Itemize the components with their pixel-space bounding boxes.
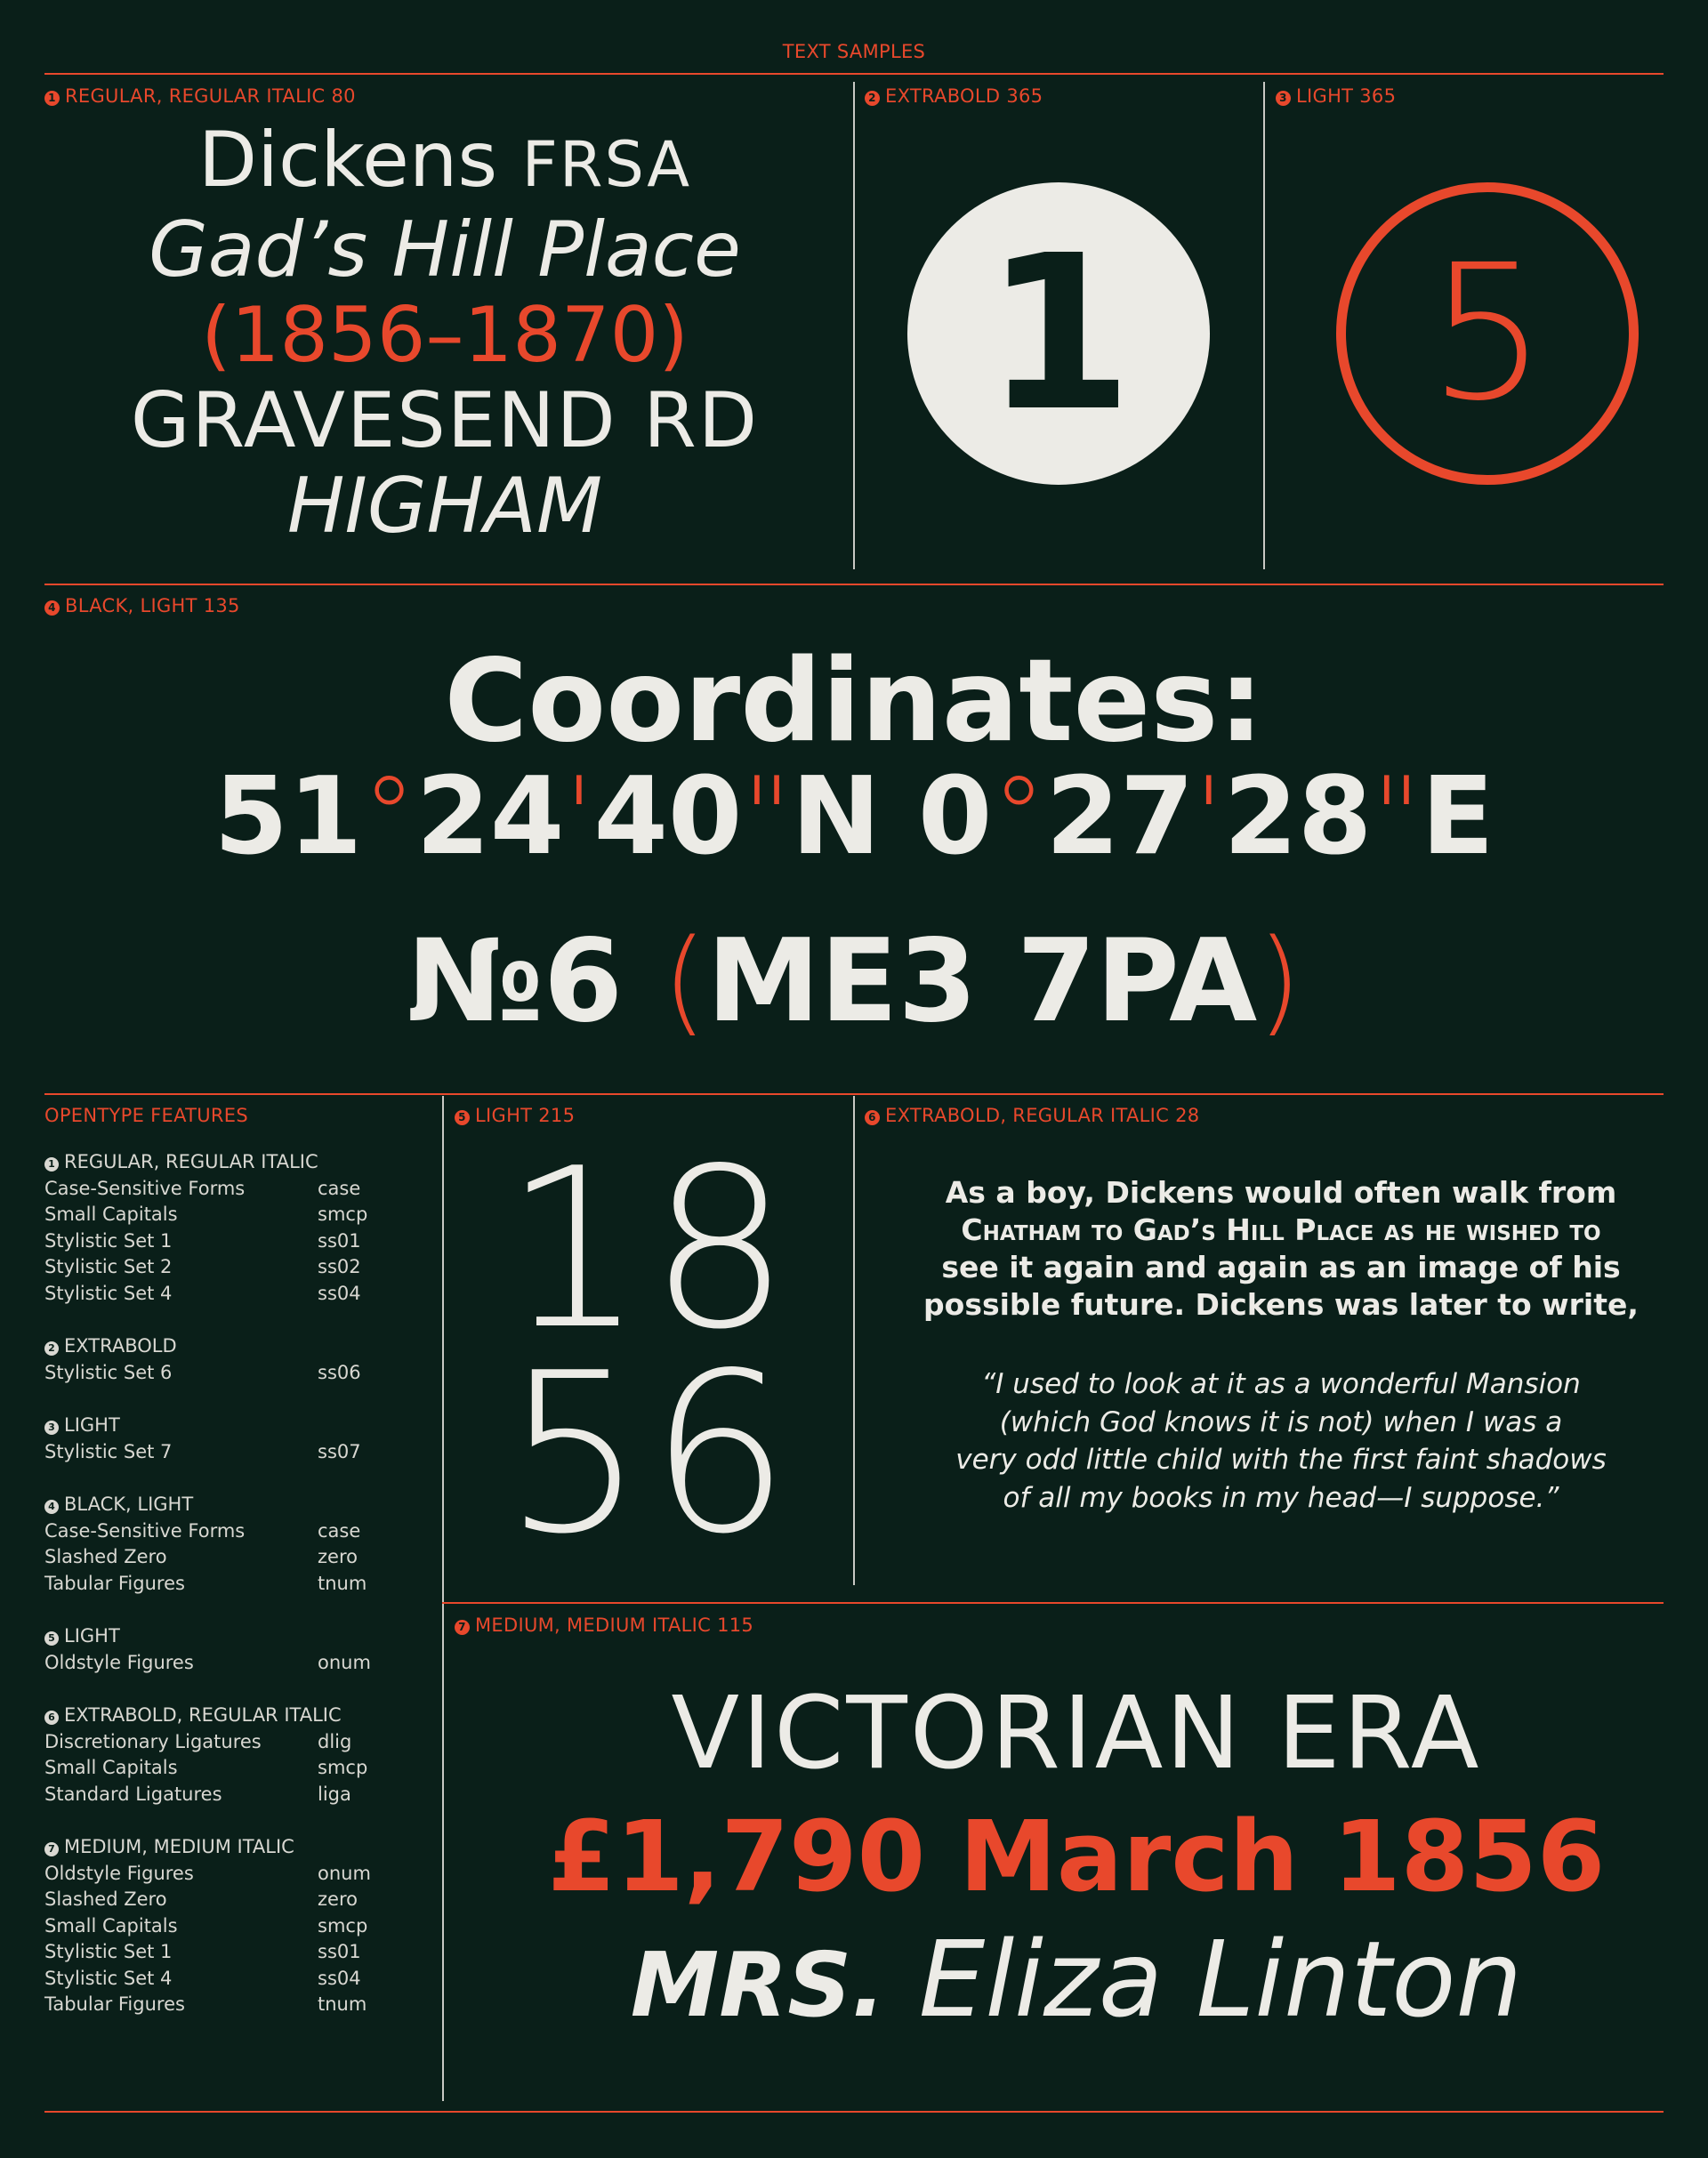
- column-divider: [853, 82, 855, 569]
- feature-tag: case: [318, 1519, 361, 1542]
- section-number: 1: [44, 91, 60, 106]
- section-number: 4: [44, 600, 60, 616]
- section-label-text: LIGHT 365: [1296, 85, 1397, 107]
- feature-name: Stylistic Set 7: [44, 1440, 173, 1462]
- lon-minutes: 27: [1045, 755, 1195, 879]
- feature-row: [44, 1544, 383, 1571]
- open-paren: (: [662, 915, 707, 1048]
- feature-name: Stylistic Set 6: [44, 1361, 173, 1383]
- feature-name: Small Capitals: [44, 1914, 178, 1937]
- feature-tag: onum: [318, 1651, 371, 1673]
- postcode-line: [0, 915, 1708, 1048]
- paragraph-line: As a boy, Dickens would often walk from: [945, 1175, 1617, 1210]
- feature-name: Tabular Figures: [44, 1993, 185, 2015]
- feature-row: [44, 1992, 383, 2018]
- minute-symbol: ': [564, 755, 594, 879]
- feature-row: [44, 1913, 383, 1940]
- feature-group: [44, 1492, 383, 1597]
- quote-line: “I used to look at it as a wonderful Mansion: [981, 1368, 1581, 1400]
- sample-line: Gad’s Hill Place: [149, 205, 741, 294]
- group-number: 7: [44, 1842, 59, 1856]
- feature-name: Slashed Zero: [44, 1546, 167, 1567]
- lat-direction: N: [791, 755, 882, 879]
- feature-tag: ss06: [318, 1361, 361, 1383]
- degree-symbol: °: [992, 755, 1046, 879]
- feature-tag: tnum: [318, 1572, 367, 1594]
- feature-row: [44, 1755, 383, 1782]
- feature-tag: ss04: [318, 1967, 361, 1989]
- feature-group: [44, 1834, 383, 2018]
- postcode: ME3 7PA: [706, 915, 1258, 1048]
- feature-name: Case-Sensitive Forms: [44, 1519, 246, 1542]
- section-label-text: EXTRABOLD 365: [885, 85, 1043, 107]
- dickens-paragraph: [854, 1174, 1708, 1324]
- feature-row: [44, 1650, 383, 1677]
- feature-row: [44, 1782, 383, 1808]
- feature-tag: liga: [318, 1783, 351, 1805]
- feature-tag: ss04: [318, 1282, 361, 1304]
- feature-tag: smcp: [318, 1204, 368, 1225]
- paragraph-line: see it again and again as an image of his: [941, 1250, 1621, 1284]
- sample-line: [44, 117, 845, 207]
- column-divider: [442, 1096, 444, 2101]
- figures-line: 18: [504, 1122, 795, 1378]
- feature-group: [44, 1413, 383, 1465]
- feature-row: [44, 1202, 383, 1228]
- feature-tag: case: [318, 1177, 361, 1199]
- lat-degrees: 51: [214, 755, 363, 879]
- feature-tag: ss02: [318, 1256, 361, 1277]
- group-number: 6: [44, 1711, 59, 1725]
- section-label-text: LIGHT 215: [475, 1105, 576, 1126]
- section-6-label: [865, 1105, 1199, 1126]
- group-name: EXTRABOLD, REGULAR ITALIC: [64, 1704, 342, 1726]
- second-symbol: ": [1372, 755, 1422, 879]
- feature-row: [44, 1887, 383, 1913]
- feature-name: Stylistic Set 4: [44, 1282, 173, 1304]
- feature-name: Stylistic Set 1: [44, 1941, 173, 1962]
- feature-group: [44, 1703, 383, 1808]
- paragraph-line: Chatham to Gad’s Hill Place as he wished to: [961, 1212, 1601, 1247]
- house-number: 6: [543, 915, 623, 1048]
- feature-row: [44, 1254, 383, 1281]
- lon-seconds: 28: [1223, 755, 1373, 879]
- group-name: LIGHT: [64, 1414, 120, 1436]
- figures-line: 56: [504, 1326, 795, 1582]
- feature-row: [44, 1360, 383, 1387]
- opentype-title: OPENTYPE FEATURES: [44, 1105, 249, 1126]
- section-2-label: [865, 85, 1043, 107]
- group-name: EXTRABOLD: [64, 1335, 177, 1357]
- section-label-text: EXTRABOLD, REGULAR ITALIC 28: [885, 1105, 1200, 1126]
- feature-row: [44, 1861, 383, 1888]
- extrabold-one-glyph: 1: [907, 182, 1210, 485]
- feature-name: Tabular Figures: [44, 1572, 185, 1594]
- group-number: 3: [44, 1421, 59, 1435]
- lon-degrees: 0: [917, 755, 993, 879]
- quote-line: very odd little child with the first faint shadows: [955, 1444, 1607, 1476]
- feature-name: Stylistic Set 1: [44, 1229, 173, 1252]
- feature-tag: zero: [318, 1888, 358, 1910]
- feature-row: [44, 1176, 383, 1203]
- group-name: MEDIUM, MEDIUM ITALIC: [64, 1836, 294, 1857]
- feature-name: Small Capitals: [44, 1757, 178, 1778]
- opentype-list: [44, 1149, 383, 2018]
- feature-row: [44, 1518, 383, 1545]
- section-7-label: [455, 1614, 753, 1636]
- feature-group-heading: [44, 1413, 383, 1439]
- dickens-text: Dickens: [197, 116, 498, 205]
- feature-row: [44, 1571, 383, 1598]
- section-number: 7: [455, 1620, 470, 1635]
- divider: [44, 584, 1664, 585]
- feature-name: Discretionary Ligatures: [44, 1730, 262, 1752]
- feature-tag: ss01: [318, 1941, 361, 1962]
- column-divider: [1263, 82, 1265, 569]
- sample-line: HIGHAM: [286, 462, 603, 551]
- feature-tag: onum: [318, 1862, 371, 1884]
- coordinates-values: [0, 755, 1708, 879]
- light-figures: [471, 1122, 827, 1582]
- divider: [442, 1602, 1664, 1604]
- feature-tag: smcp: [318, 1757, 368, 1778]
- divider: [44, 1093, 1664, 1095]
- second-symbol: ": [742, 755, 792, 879]
- quote-line: of all my books in my head—I suppose.”: [1003, 1481, 1559, 1514]
- lat-seconds: 40: [593, 755, 743, 879]
- group-name: REGULAR, REGULAR ITALIC: [64, 1151, 318, 1172]
- feature-group-heading: [44, 1834, 383, 1861]
- section-label-text: MEDIUM, MEDIUM ITALIC 115: [475, 1614, 754, 1636]
- feature-tag: tnum: [318, 1993, 367, 2015]
- feature-tag: dlig: [318, 1730, 352, 1752]
- light-five-glyph: 5: [1336, 182, 1639, 485]
- sample-line: GRAVESEND RD: [130, 376, 760, 465]
- group-number: 2: [44, 1341, 59, 1356]
- section-number: 6: [865, 1110, 880, 1125]
- feature-name: Slashed Zero: [44, 1888, 167, 1910]
- feature-row: [44, 1966, 383, 1993]
- feature-row: [44, 1228, 383, 1255]
- group-number: 4: [44, 1500, 59, 1514]
- dickens-quote: [854, 1365, 1708, 1517]
- group-number: 1: [44, 1157, 59, 1172]
- feature-name: Oldstyle Figures: [44, 1862, 194, 1884]
- feature-name: Small Capitals: [44, 1204, 178, 1225]
- price-date-text: £1,790 March 1856: [547, 1800, 1606, 1913]
- sample-line-dates: (1856–1870): [201, 291, 689, 380]
- feature-group-heading: [44, 1623, 383, 1650]
- feature-row: [44, 1729, 383, 1756]
- section-label-text: REGULAR, REGULAR ITALIC 80: [65, 85, 356, 107]
- feature-name: Stylistic Set 2: [44, 1256, 173, 1277]
- feature-group: [44, 1149, 383, 1307]
- page-header-title: TEXT SAMPLES: [782, 41, 926, 62]
- group-name: BLACK, LIGHT: [64, 1494, 194, 1515]
- quote-line: (which God knows it is not) when I was a: [999, 1405, 1563, 1438]
- paragraph-line: possible future. Dickens was later to write,: [923, 1287, 1639, 1322]
- group-number: 5: [44, 1631, 59, 1646]
- lat-minutes: 24: [415, 755, 565, 879]
- degree-symbol: °: [362, 755, 416, 879]
- victorian-era-text: VICTORIAN ERA: [671, 1676, 1482, 1792]
- feature-tag: ss07: [318, 1440, 361, 1462]
- section-1-sample: [44, 117, 845, 549]
- group-name: LIGHT: [64, 1625, 120, 1647]
- numero-sign: №: [406, 915, 544, 1048]
- frsa-text: FRSA: [521, 128, 692, 201]
- section-number: 5: [455, 1110, 470, 1125]
- section-3-label: [1276, 85, 1396, 107]
- coordinates-heading: [0, 635, 1708, 768]
- feature-name: Case-Sensitive Forms: [44, 1177, 246, 1199]
- feature-tag: ss01: [318, 1229, 361, 1252]
- feature-group: [44, 1333, 383, 1386]
- coordinates-text: Coordinates:: [444, 635, 1264, 768]
- section-7-sample: [445, 1672, 1708, 2047]
- section-label-text: BLACK, LIGHT 135: [65, 595, 240, 616]
- feature-tag: zero: [318, 1546, 358, 1567]
- feature-name: Stylistic Set 4: [44, 1967, 173, 1989]
- section-1-label: [44, 85, 356, 107]
- feature-group-heading: [44, 1333, 383, 1360]
- minute-symbol: ': [1194, 755, 1224, 879]
- section-number: 2: [865, 91, 880, 106]
- divider: [44, 2111, 1664, 2113]
- feature-group-heading: [44, 1149, 383, 1176]
- feature-name: Standard Ligatures: [44, 1783, 222, 1805]
- feature-group: [44, 1623, 383, 1676]
- feature-name: Oldstyle Figures: [44, 1651, 194, 1673]
- feature-row: [44, 1439, 383, 1466]
- feature-row: [44, 1281, 383, 1308]
- feature-group-heading: [44, 1492, 383, 1518]
- lon-direction: E: [1421, 755, 1494, 879]
- section-number: 3: [1276, 91, 1291, 106]
- name-line: [445, 1918, 1708, 2047]
- section-4-label: [44, 595, 240, 616]
- feature-tag: smcp: [318, 1914, 368, 1937]
- feature-group-heading: [44, 1703, 383, 1729]
- close-paren: ): [1257, 915, 1302, 1048]
- title-abbrev: MRS.: [630, 1933, 886, 2037]
- person-name: Eliza Linton: [918, 1918, 1523, 2041]
- feature-row: [44, 1939, 383, 1966]
- divider: [44, 73, 1664, 75]
